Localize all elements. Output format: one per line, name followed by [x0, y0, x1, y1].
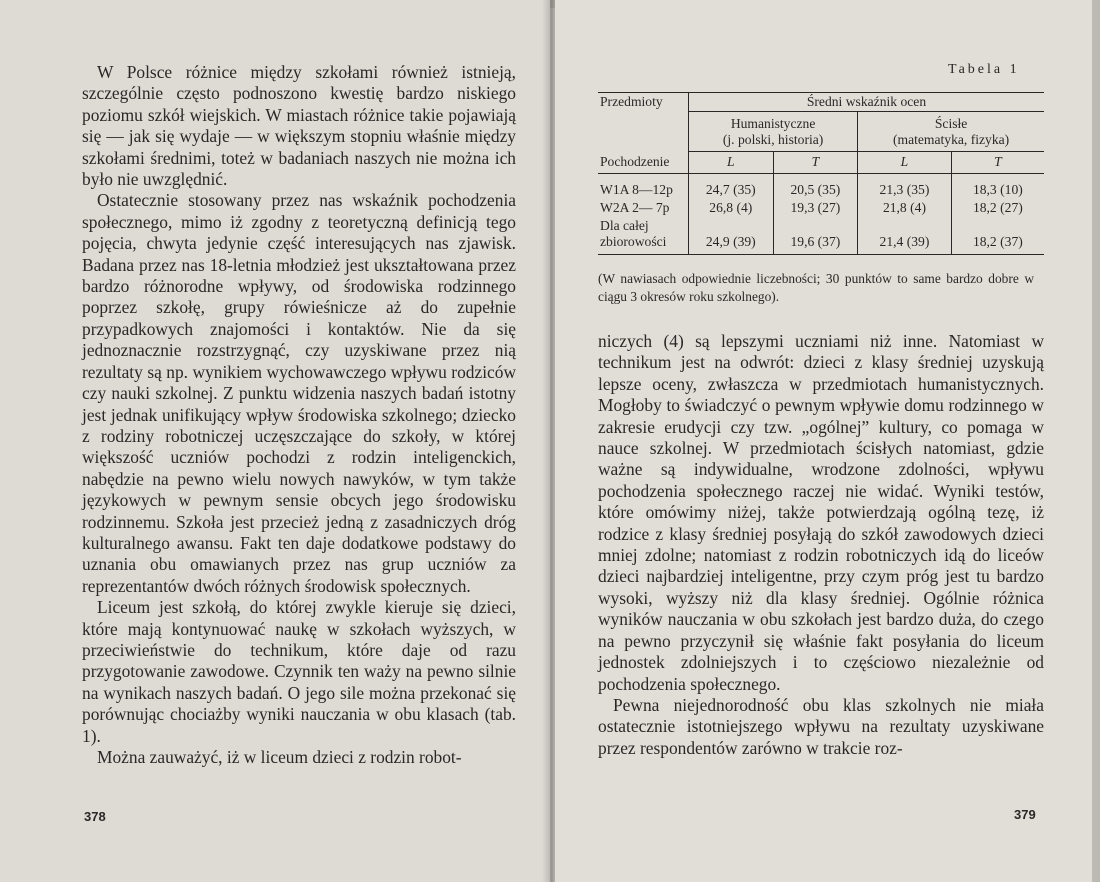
- table-header-row: [598, 93, 1044, 112]
- table-note: (W nawiasach odpowiednie liczebności; 30 punktów to same bardzo dobre w ciągu 3 okresów roku szkolnego).: [598, 271, 1034, 304]
- table-row: [598, 217, 1044, 255]
- results-table: [598, 92, 1044, 255]
- table-cell: 18,2 (27): [951, 199, 1044, 217]
- paragraph: Ostatecznie stosowany przez nas wskaźnik pochodzenia społecznego, mimo iż zgodny z teoretyczną definicją tego pojęcia, chwyta jedynie część interesujących nas zjawisk. Badana przez nas 18-letnia młodzież jest ukształtowana przez bardzo różnorodne wpływy, od środowiska rodzinnego poprzez szkołę, grupy rówieśnicze aż do zupełnie przypadkowych znajomości i kontaktów. Nie da się jednoznacznie rozstrzygnąć, czy uzyskiwane przez nią rezultaty są np. wynikiem wychowawczego wpływu rodziców czy nauki szkolnej. Z punktu widzenia naszych badań istotny jest jednak unifikujący wpływ środowiska szkolnego; dziecko z rodziny robotniczej uczęszczające do szkoły, w której większość uczniów pochodzi z rodzin inteligenckich, nabędzie na pewno wielu nowych nawyków, w tym także językowych w pewnym sensie obcych jego środowisku rodzinnemu. Szkoła jest przecież jedną z zasadniczych dróg kulturalnego awansu. Fakt ten daje dodatkowe podstawy do uznania obu omawianych przez nas grup uczniów za reprezentantów dwóch różnych środowisk społecznych.: [82, 190, 516, 596]
- school-header: L: [689, 152, 774, 174]
- group-header: Średni wskaźnik ocen: [689, 93, 1045, 112]
- table-row: [598, 199, 1044, 217]
- table-school-row: [598, 152, 1044, 174]
- table-cell: 19,3 (27): [773, 199, 858, 217]
- table-cell: 21,8 (4): [858, 199, 952, 217]
- paragraph: Można zauważyć, iż w liceum dzieci z rodzin robot-: [97, 747, 462, 767]
- subgroup-detail: (j. polski, historia): [722, 132, 824, 147]
- school-header: T: [773, 152, 858, 174]
- school-header: T: [951, 152, 1044, 174]
- page-number: 379: [1014, 807, 1036, 822]
- table-cell: 21,4 (39): [858, 217, 952, 255]
- row-label: W1A 8—12p: [600, 181, 673, 197]
- subgroup-humanities: [689, 112, 858, 152]
- right-page-body: [598, 331, 1044, 759]
- table-cell: 24,9 (39): [689, 217, 774, 255]
- paragraph: niczych (4) są lepszymi uczniami niż inne. Natomiast w technikum jest na odwrót: dzieci z klasy średniej uzyskują lepsze oceny, zwłaszcza w przedmiotach humanistycznych. Mogłoby to świadczyć o pewnym wpływie domu rodzinnego w zakresie erudycji czy tzw. „ogólnej” kultury, co pomaga w nauce szkolnej. W przedmiotach ścisłych natomiast, gdzie ważne są indywidualne, wrodzone zdolności, wpływu pochodzenia społecznego raczej nie widać. Wyniki testów, które omówimy niżej, także potwierdzają ogólną tezę, iż rodzice z klasy średniej posyłają do szkół zawodowych dzieci mniej zdolne; natomiast z rodzin robotniczych idą do liceów dzieci najbardziej inteligentne, przy czym próg jest tu bardzo wysoki, wyższy niż dla klasy średniej. Ogólnie różnica wyników nauczania w obu szkołach jest bardzo duża, do czego na pewno przyczynił się właśnie fakt posyłania do liceum jednostek zdolniejszych i to częściowo niezależnie od pochodzenia społecznego.: [598, 331, 1044, 694]
- page-number: 378: [84, 809, 106, 824]
- table-label: Tabela 1: [948, 62, 1020, 77]
- row-label: Dla całej zbiorowości: [598, 217, 689, 255]
- table-subheader-row: [598, 112, 1044, 152]
- table-cell: 20,5 (35): [773, 173, 858, 199]
- scan-edge-right: [1092, 0, 1100, 882]
- subgroup-name: Ścisłe: [934, 116, 968, 131]
- paragraph: Pewna niejednorodność obu klas szkolnych nie miała ostatecznie istotniejszego wpływu na rezultaty uzyskiwane przez respondentów zarówno w trakcie roz-: [598, 694, 1044, 758]
- subgroup-sciences: [858, 112, 1044, 152]
- paragraph: Liceum jest szkołą, do której zwykle kieruje się dzieci, które mają kontynuować naukę w szkołach wyższych, w przeciwieństwie do technikum, które daje od razu przygotowanie zawodowe. Czynnik ten waży na pewno silnie na wynikach naszych badań. O jego sile można przekonać się porównując chociażby wyniki nauczania w obu klasach (tab. 1).: [82, 597, 516, 746]
- table-cell: 19,6 (37): [773, 217, 858, 255]
- subgroup-name: Humanistyczne: [730, 116, 816, 131]
- right-page: [555, 0, 1100, 882]
- table-cell: 18,3 (10): [951, 173, 1044, 199]
- row-label: W2A 2— 7p: [600, 199, 670, 215]
- table-cell: 24,7 (35): [689, 173, 774, 199]
- column-header-subjects: Przedmioty: [598, 93, 689, 112]
- subgroup-detail: (matematyka, fizyka): [892, 132, 1010, 147]
- left-page-body: [82, 62, 516, 768]
- table-cell: 26,8 (4): [689, 199, 774, 217]
- table-row: [598, 173, 1044, 199]
- row-header-origin: Pochodzenie: [598, 152, 689, 174]
- school-header: L: [858, 152, 952, 174]
- table-cell: 18,2 (37): [951, 217, 1044, 255]
- table-cell: 21,3 (35): [858, 173, 952, 199]
- paragraph: W Polsce różnice między szkołami również istnieją, szczególnie często podnoszono kwestię bardzo niskiego poziomu szkół wiejskich. W miastach różnice takie pojawiają się — jak się wydaje — w większym stopniu właśnie między szkołami średnimi, toteż w badaniach naszych nie można ich było nie uwzględnić.: [82, 62, 516, 190]
